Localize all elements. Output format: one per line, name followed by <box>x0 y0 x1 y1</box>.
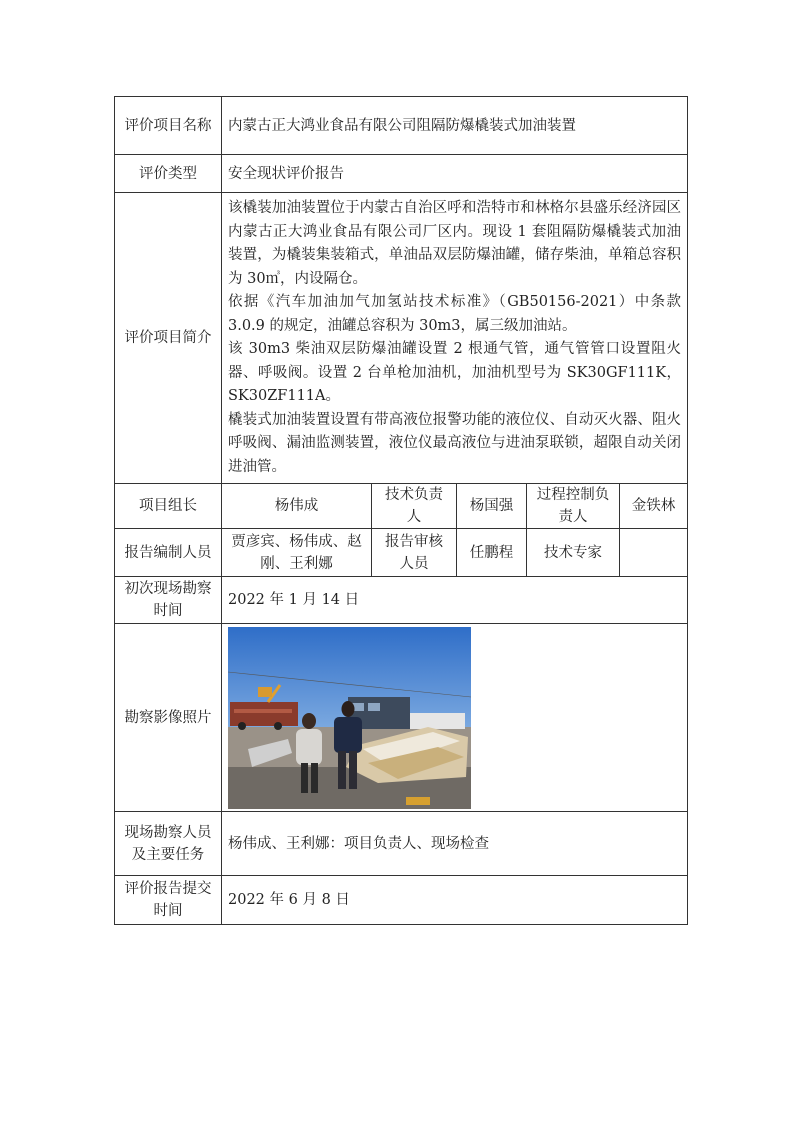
photo-cell <box>222 624 688 812</box>
tech-expert-label: 技术专家 <box>527 529 620 577</box>
row-project-name <box>115 97 688 155</box>
tech-lead-label: 技术负责人 <box>372 484 457 529</box>
tech-expert-value <box>620 529 688 577</box>
intro-paragraph: 该 30m3 柴油双层防爆油罐设置 2 根通气管，通气管管口设置阻火器、呼吸阀。设置 2 台单枪加油机，加油机型号为 SK30GF111K，SK30ZF111A。 <box>228 341 682 404</box>
first-survey-value: 2022 年 1 月 14 日 <box>222 577 688 624</box>
process-lead-value: 金铁林 <box>620 484 688 529</box>
eval-type-label: 评价类型 <box>115 155 222 193</box>
report-editors-label: 报告编制人员 <box>115 529 222 577</box>
submit-value: 2022 年 6 月 8 日 <box>222 876 688 925</box>
report-editors-value: 贾彦宾、杨伟成、赵刚、王利娜 <box>222 529 372 577</box>
row-surveyors <box>115 812 688 876</box>
row-submit <box>115 876 688 925</box>
photo-label: 勘察影像照片 <box>115 624 222 812</box>
first-survey-label: 初次现场勘察时间 <box>115 577 222 624</box>
intro-value <box>222 193 688 484</box>
site-survey-photo <box>228 627 471 809</box>
surveyors-label: 现场勘察人员及主要任务 <box>115 812 222 876</box>
evaluation-form-table <box>114 96 688 925</box>
project-name-value: 内蒙古正大鸿业食品有限公司阻隔防爆橇装式加油装置 <box>222 97 688 155</box>
intro-paragraph: 依据《汽车加油加气加氢站技术标准》（GB50156-2021）中条款 3.0.9 的规定，油罐总容积为 30m3，属三级加油站。 <box>228 294 682 334</box>
intro-paragraph: 橇装式加油装置设置有带高液位报警功能的液位仪、自动灭火器、阻火呼吸阀、漏油监测装置，液位仪最高液位与进油泵联锁，超限自动关闭进油管。 <box>228 411 682 475</box>
row-first-survey <box>115 577 688 624</box>
report-reviewer-label: 报告审核人员 <box>372 529 457 577</box>
report-reviewer-value: 任鹏程 <box>457 529 527 577</box>
row-photo <box>115 624 688 812</box>
intro-label: 评价项目简介 <box>115 193 222 484</box>
tech-lead-value: 杨国强 <box>457 484 527 529</box>
team-leader-value: 杨伟成 <box>222 484 372 529</box>
row-report <box>115 529 688 577</box>
row-eval-type <box>115 155 688 193</box>
submit-label: 评价报告提交时间 <box>115 876 222 925</box>
surveyors-value: 杨伟成、王利娜：项目负责人、现场检查 <box>222 812 688 876</box>
process-lead-label: 过程控制负责人 <box>527 484 620 529</box>
team-leader-label: 项目组长 <box>115 484 222 529</box>
row-team <box>115 484 688 529</box>
eval-type-value: 安全现状评价报告 <box>222 155 688 193</box>
row-intro <box>115 193 688 484</box>
project-name-label: 评价项目名称 <box>115 97 222 155</box>
intro-paragraph: 该橇装加油装置位于内蒙古自治区呼和浩特市和林格尔县盛乐经济园区内蒙古正大鸿业食品有限公司厂区内。现设 1 套阻隔防爆橇装式加油装置，为橇装集装箱式，单油品双层防爆油罐，储存柴油，单箱总容积为 30㎥，内设隔仓。 <box>228 200 682 287</box>
